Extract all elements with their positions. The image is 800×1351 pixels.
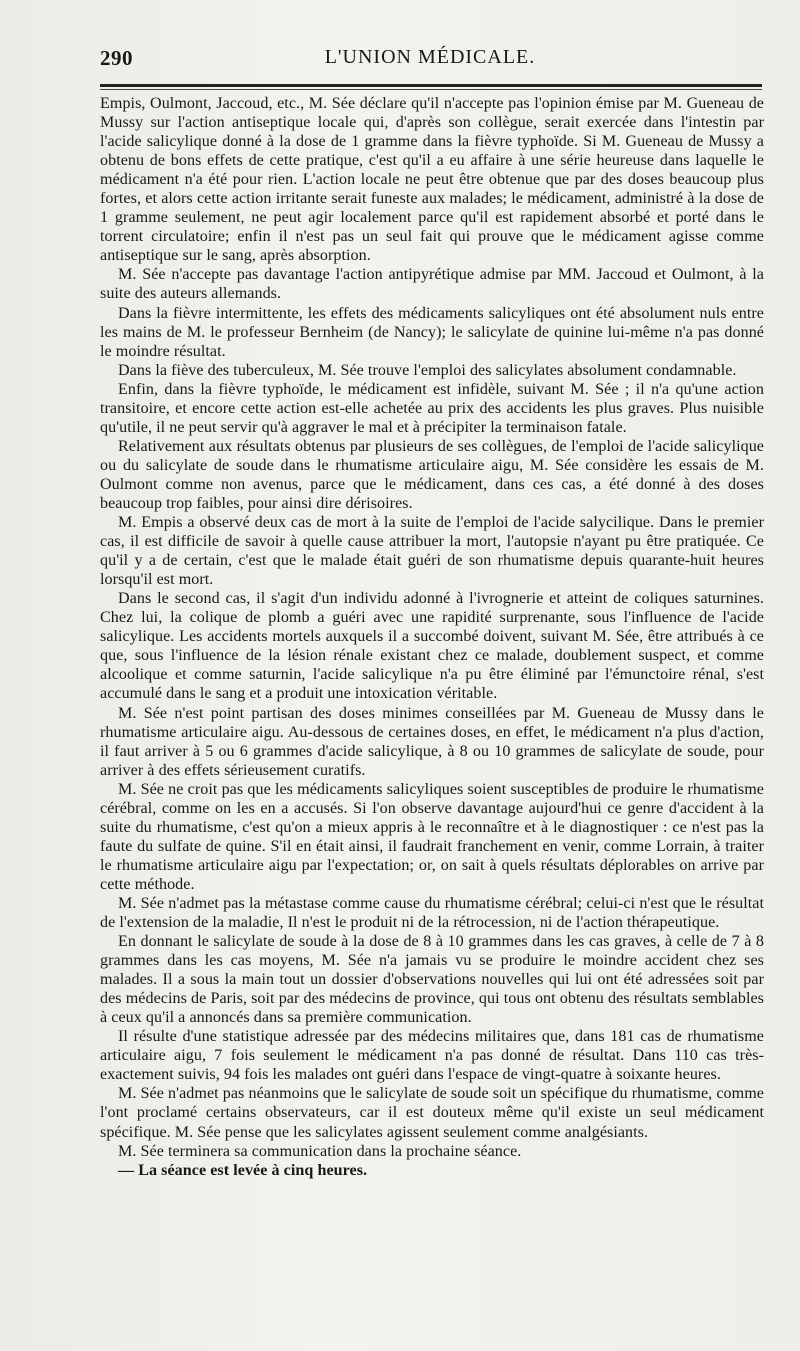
paragraph: Enfin, dans la fièvre typhoïde, le médicament est infidèle, suivant M. Sée ; il n'a qu'une action transitoire, et encore cette action est-elle achetée au prix des accidents les plus graves. Plus nuisible qu'utile, il ne peut servir qu'à aggraver le mal et à précipiter la terminaison fatale.	[100, 380, 764, 436]
paragraph: Relativement aux résultats obtenus par plusieurs de ses collègues, de l'emploi de l'acide salicylique ou du salicylate de soude dans le rhumatisme articulaire aigu, M. Sée considère les essais de M. Oulmont comme non avenus, parce que le médicament, dans ces cas, a été donné à des doses beaucoup trop faibles, pour ainsi dire dérisoires.	[100, 437, 764, 512]
paragraph: Dans le second cas, il s'agit d'un individu adonné à l'ivrognerie et atteint de coliques saturnines. Chez lui, la colique de plomb a guéri avec une rapidité surprenante, sous l'influence de l'acide salicylique. Les accidents mortels auxquels il a succombé doivent, suivant M. Sée, être attribués à ce que, sous l'influence de la lésion rénale existant chez ce malade, doublement suspect, et comme alcoolique et comme saturnin, l'acide salicylique n'a pu être éliminé par l'émunctoire rénal, s'est accumulé dans le sang et a produit une intoxication véritable.	[100, 590, 764, 703]
running-title: L'UNION MÉDICALE.	[324, 46, 536, 68]
paragraph: En donnant le salicylate de soude à la dose de 8 à 10 grammes dans les cas graves, à celle de 7 à 8 grammes dans les cas moyens, M. Sée n'a jamais vu se produire le moindre accident chez ses malades. Il a sous la main tout un dossier d'observations nouvelles qui lui ont été adressées soit par des médecins de Paris, soit par des médecins de province, qui tous ont obtenu des résultats semblables à ceux qu'il a annoncés dans sa première communication.	[100, 933, 764, 1027]
header-rule	[100, 84, 762, 87]
paragraph: M. Sée n'accepte pas davantage l'action antipyrétique admise par MM. Jaccoud et Oulmont, à la suite des auteurs allemands.	[100, 266, 764, 303]
paragraph: M. Sée n'est point partisan des doses minimes conseillées par M. Gueneau de Mussy dans le rhumatisme articulaire aigu. Au-dessous de certaines doses, en effet, le médicament n'a plus d'action, il faut arriver à 5 ou 6 grammes d'acide salicylique, à 8 ou 10 grammes de salicylate de soude, pour arriver à des effets sérieusement curatifs.	[100, 704, 764, 779]
paragraph: Il résulte d'une statistique adressée par des médecins militaires que, dans 181 cas de rhumatisme articulaire aigu, 7 fois seulement le médicament n'a pas donné de résultat. Dans 110 cas très-exactement suivis, 94 fois les malades ont guéri dans l'espace de vingt-quatre à soixante heures.	[100, 1028, 764, 1084]
paragraph: M. Empis a observé deux cas de mort à la suite de l'emploi de l'acide salycilique. Dans le premier cas, il est difficile de savoir à quelle cause attribuer la mort, l'autopsie n'ayant pu être pratiquée. Ce qu'il y a de certain, c'est que le malade était guéri de son rhumatisme depuis quarante-huit heures lorsqu'il est mort.	[100, 514, 764, 589]
paragraph: M. Sée n'admet pas la métastase comme cause du rhumatisme cérébral; celui-ci n'est que le résultat de l'extension de la maladie, Il n'est le produit ni de la rétrocession, ni de l'action thérapeutique.	[100, 894, 764, 932]
closing-line: — La séance est levée à cinq heures.	[118, 1161, 368, 1179]
header-rule-thin	[100, 89, 762, 90]
paragraph: Empis, Oulmont, Jaccoud, etc., M. Sée déclare qu'il n'accepte pas l'opinion émise par M. Gueneau de Mussy sur l'action antiseptique locale qui, d'après son collègue, serait exercée dans l'intestin par l'acide salicylique donné à la dose de 1 gramme dans la fièvre typhoïde. Si M. Gueneau de Mussy a obtenu de bons effets de cette pratique, c'est qu'il a eu affaire à une série heureuse dans laquelle le médicament n'a été pour rien. L'action locale ne peut être obtenue que par des doses beaucoup plus fortes, et alors cette action irritante serait funeste aux malades; le médicament, administré à la dose de 1 gramme seulement, ne peut agir localement parce qu'il est rapidement absorbé et porté dans le torrent circulatoire; enfin il n'est pas un seul fait qui prouve que le médicament agisse comme antiseptique sur le sang, après absorption.	[100, 95, 764, 265]
paragraph: M. Sée ne croit pas que les médicaments salicyliques soient susceptibles de produire le rhumatisme cérébral, comme on les en a accusés. Si l'on observe davantage aujourd'hui ce genre d'accident à la suite du rhumatisme, c'est qu'on a mieux appris à le reconnaître et à le diagnostiquer : ce n'est pas la faute du sulfate de quine. S'il en était ainsi, il faudrait franchement en venir, comme Lorrain, à traiter le rhumatisme articulaire aigu par l'expectation; or, on sait à quels résultats déplorables on arrive par cette méthode.	[100, 780, 764, 893]
page-number: 290	[100, 46, 133, 70]
page-header	[100, 46, 760, 76]
paragraph: Dans la fiève des tuberculeux, M. Sée trouve l'emploi des salicylates absolument condamnable.	[118, 361, 737, 379]
paragraph: M. Sée terminera sa communication dans la prochaine séance.	[118, 1142, 522, 1160]
paragraph: Dans la fièvre intermittente, les effets des médicaments salicyliques ont été absolument nuls entre les mains de M. le professeur Bernheim (de Nancy); le salicylate de quinine lui-même n'a pas donné le moindre résultat.	[100, 304, 764, 360]
article-body	[100, 94, 764, 1180]
paragraph: M. Sée n'admet pas néanmoins que le salicylate de soude soit un spécifique du rhumatisme, comme l'ont proclamé certains observateurs, car il est douteux même qu'il existe un seul médicament spécifique. M. Sée pense que les salicylates agissent seulement comme analgésiants.	[100, 1085, 764, 1141]
